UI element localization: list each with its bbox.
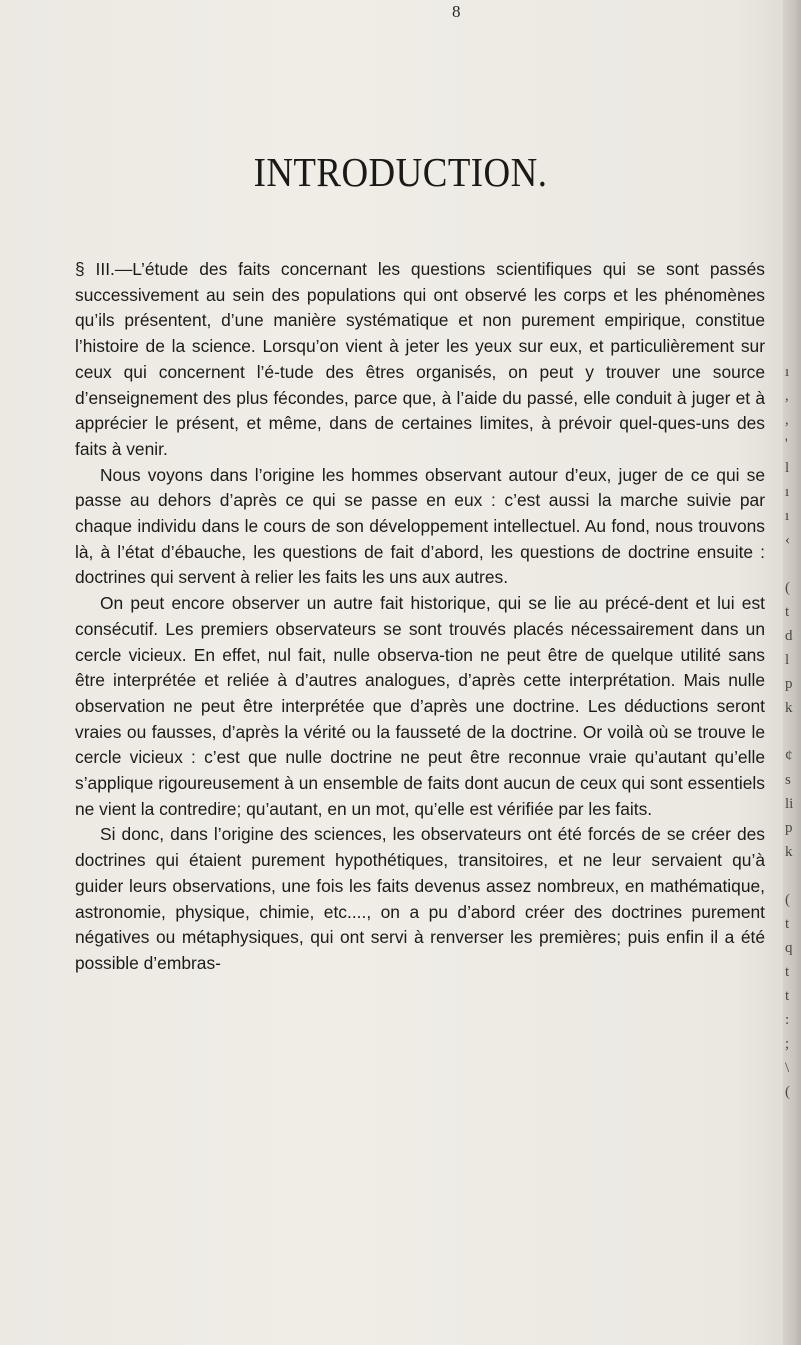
page-heading: INTRODUCTION. [253, 149, 548, 195]
paragraph-3: On peut encore observer un autre fait historique, qui se lie au précé-dent et lui est consécutif. Les premiers observateurs se sont trouvés placés nécessairement dans un cercle vicieux. En effet, nul fait, nulle observa-tion ne peut être de quelque utilité sans être interprétée et reliée à d’autres analogues, d’après cette interprétation. Mais nulle observation ne peut être interprétée que d’après une doctrine. Les déductions seront vraies ou fausses, d’après la vérité ou la fausseté de la doctrine. Or voilà où se trouve le cercle vicieux : c’est que nulle doctrine ne peut être reconnue vraie qu’autant qu’elle s’applique rigoureusement à un ensemble de faits dont aucun de ceux qui sont essentiels ne vient la contredire; qu’autant, en un mot, qu’elle est vérifiée par les faits. [75, 593, 765, 819]
paragraph-4: Si donc, dans l’origine des sciences, les observateurs ont été forcés de se créer des doctrines qui étaient purement hypothétiques, transitoires, et ne leur servaient qu’à guider leurs observations, une fois les faits devenus assez nombreux, en mathématique, astronomie, physique, chimie, etc...., on a pu d’abord créer des doctrines purement négatives ou métaphysiques, qui ont servi à renverser les premières; puis enfin il a été possible d’embras- [75, 824, 765, 973]
paragraph-1: § III.—L’étude des faits concernant les questions scientifiques qui se sont passés successivement au sein des populations qui ont observé les corps et les phénomènes qu’ils présentent, d’une manière systématique et non purement empirique, constitue l’histoire de la science. Lorsqu’on vient à jeter les yeux sur eux, et particulièrement sur ceux qui concernent l’é-tude des êtres organisés, on peut y trouver une source d’enseignement des plus fécondes, parce que, à l’aide du passé, elle conduit à juger et à apprécier le présent, et même, dans de certaines limites, à prévoir quel-ques-uns des faits à venir. [75, 259, 765, 459]
body-text [75, 257, 765, 977]
facing-page-edge [783, 0, 801, 1345]
facing-page-glyphs: ı , , ' l ı ı ‹ ( t d l p k ¢ s li p k ( t q t t : ; \ ( [785, 364, 794, 1100]
page-number: 8 [452, 2, 461, 21]
paragraph-2: Nous voyons dans l’origine les hommes observant autour d’eux, juger de ce qui se passe au dehors d’après ce qui se passe en eux : c’est aussi la marche suivie par chaque individu dans le cours de son développement intellectuel. Au fond, nous trouvons là, à l’état d’ébauche, les questions de fait d’abord, les questions de doctrine ensuite : doctrines qui servent à relier les faits les uns aux autres. [75, 464, 765, 588]
